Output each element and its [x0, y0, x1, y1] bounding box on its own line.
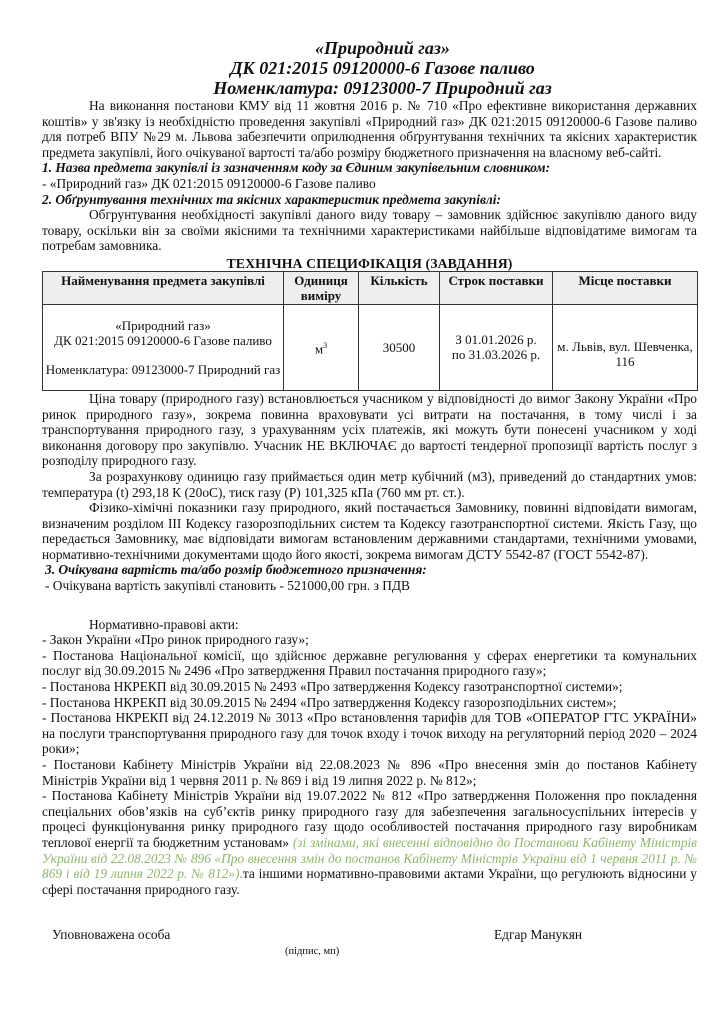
legal-item: - Постанова Національної комісії, що здійснює державне регулювання у сферах енергетики та комунальних послуг від 30.09.2015 № 2496 «Про затвердження Правил постачання природного газу»;	[42, 647, 697, 679]
legal-item: - Закон України «Про ринок природного газу»;	[42, 632, 309, 648]
signature-name: Едгар Манукян	[494, 927, 583, 942]
legal-item: - Постанова НКРЕКП від 30.09.2015 № 2494 «Про затвердження Кодексу газорозподільних систем»;	[42, 694, 617, 710]
cell-name-line3: Номенклатура: 09123000-7 Природний газ	[45, 361, 281, 377]
price-paragraph: Ціна товару (природного газу) встановлюється учасником у відповідності до вимог Закону України «Про ринок природного газу», зокрема повинна враховувати усі витрати на постачання, в тому числі і за транспортування природного газу, з урахуванням усіх платежів, які можуть бути понесені учасником у ході виконання договору про закупівлю. Учасник НЕ ВКЛЮЧАЄ до вартості тендерної пропозиції вартість послуг з розподілу природного газу.	[42, 390, 697, 469]
spec-table-header-row	[43, 271, 698, 304]
document-page	[42, 38, 697, 897]
section3-heading: 3. Очікувана вартість та/або розмір бюджетного призначення:	[45, 562, 427, 578]
legal-item-closing-text: та іншими нормативно-правовими актами України, що регулюють відносини у сфері постачання природного газу.	[42, 866, 697, 897]
cell-term	[440, 304, 553, 390]
legal-item: - Постанова НКРЕКП від 30.09.2015 № 2493 «Про затвердження Кодексу газотранспортної системи»;	[42, 679, 623, 695]
quality-paragraph: Фізико-хімічні показники газу природного, який постачається Замовнику, повинні відповідати вимогам, визначеним розділом ІІІ Кодексу газорозподільних систем та Кодексу газотранспортної системи. Якість Газу, що передається Замовнику, має відповідати вимогам встановленим державними стандартами, технічними умовами, нормативно-технічними документами щодо його якості, зокрема вимогам ДСТУ 5542-87 (ГОСТ 5542-87).	[42, 500, 697, 562]
unit-paragraph: За розрахункову одиницю газу приймається один метр кубічний (м3), приведений до стандартних умов: температура (t) 293,18 К (20оС), тиск газу (Р) 101,325 кПа (760 мм рт. ст.).	[42, 468, 697, 500]
cell-quantity: 30500	[359, 304, 440, 390]
spec-table-title: ТЕХНІЧНА СПЕЦИФІКАЦІЯ (ЗАВДАННЯ)	[226, 255, 513, 271]
unit-text: м	[314, 341, 324, 357]
cell-term-line1: З 01.01.2026 р.	[455, 332, 537, 348]
legal-item: - Постанови Кабінету Міністрів України від 22.08.2023 № 896 «Про внесення змін до постанов Кабінету Міністрів України від 1 червня 2011 р. № 869 і від 19 липня 2022 р. № 812»;	[42, 757, 697, 788]
section2-text: Обгрунтування необхідності закупівлі даного виду товару – замовник здійснює закупівлю даного виду товару, оскільки він за своїми якісними та технічними характеристиками найбільше відповідатиме вимогам та потребам замовника.	[42, 207, 697, 254]
section1-heading: 1. Назва предмета закупівлі із зазначенням коду за Єдиним закупівельним словником:	[42, 160, 551, 176]
section2-heading: 2. Обґрунтування технічних та якісних характеристик предмета закупівлі:	[42, 191, 501, 207]
table-row	[43, 304, 698, 390]
legal-heading: Нормативно-правові акти:	[89, 616, 239, 632]
signature-role: Уповноважена особа	[52, 927, 171, 942]
header-unit: Одиниця виміру	[284, 271, 359, 304]
doc-title-line1: «Природний газ»	[315, 38, 450, 58]
doc-title-line2: ДК 021:2015 09120000-6 Газове паливо	[230, 58, 535, 78]
legal-item: - Постанова НКРЕКП від 24.12.2019 № 3013 «Про встановлення тарифів для ТОВ «ОПЕРАТОР ГТС УКРАЇНИ» на послуги транспортування природного газу для точок входу і точок виходу на регуляторний період 2020 – 2024 роки»;	[42, 710, 697, 757]
section1-text: - «Природний газ» ДК 021:2015 09120000-6 Газове паливо	[42, 175, 376, 191]
legal-item-last	[42, 788, 697, 897]
legal-item-amendment-note: (зі змінами, які внесенні відповідно до Постанови Кабінету Міністрів України від 22.08.2023 № 896 «Про внесення змін до постанов Кабінету Міністрів України від 1 червня 2011 р. № 869 і від 19 липня 2022 р. № 812»).	[42, 834, 697, 882]
cell-name-line1: «Природний газ»	[115, 317, 211, 333]
legal-item-last-text: - Постанова Кабінету Міністрів України від 19.07.2022 № 812 «Про затвердження Положення про покладення спеціальних обов’язків на суб’єктів ринку природного газу для забезпечення загальносуспільних інтересів у процесі функціонування ринку природного газу щодо особливостей постачання природного газу виробникам теплової енергії та бюджетним установам»	[42, 788, 697, 850]
header-term: Строк поставки	[440, 271, 553, 304]
header-name: Найменування предмета закупівлі	[43, 271, 284, 304]
cell-place: м. Львів, вул. Шевченка, 116	[553, 304, 698, 390]
cell-name-line2: ДК 021:2015 09120000-6 Газове паливо	[54, 332, 272, 348]
doc-title-line3: Номенклатура: 09123000-7 Природний газ	[213, 78, 552, 98]
signature-note: (підпис, мп)	[285, 946, 340, 957]
header-quantity: Кількість	[359, 271, 440, 304]
cell-term-line2: по 31.03.2026 р.	[451, 347, 541, 363]
intro-paragraph: На виконання постанови КМУ від 11 жовтня 2016 р. № 710 «Про ефективне використання державних коштів» у зв'язку із необхідністю проведення закупівлі «Природний газ» ДК 021:2015 09120000-6 Газове паливо для потреб ВПУ №29 м. Львова забезпечити оприлюднення обґрунтування технічних та якісних характеристик предмета закупівлі, його очікуваної вартості та/або розміру бюджетного призначення на власному веб-сайті.	[42, 98, 697, 160]
unit-sup: 3	[323, 341, 328, 351]
spec-table	[42, 271, 698, 391]
cell-unit	[284, 304, 359, 390]
section3-text: - Очікувана вартість закупівлі становить - 521000,00 грн. з ПДВ	[45, 578, 410, 594]
cell-name	[43, 304, 284, 390]
header-place: Місце поставки	[553, 271, 698, 304]
